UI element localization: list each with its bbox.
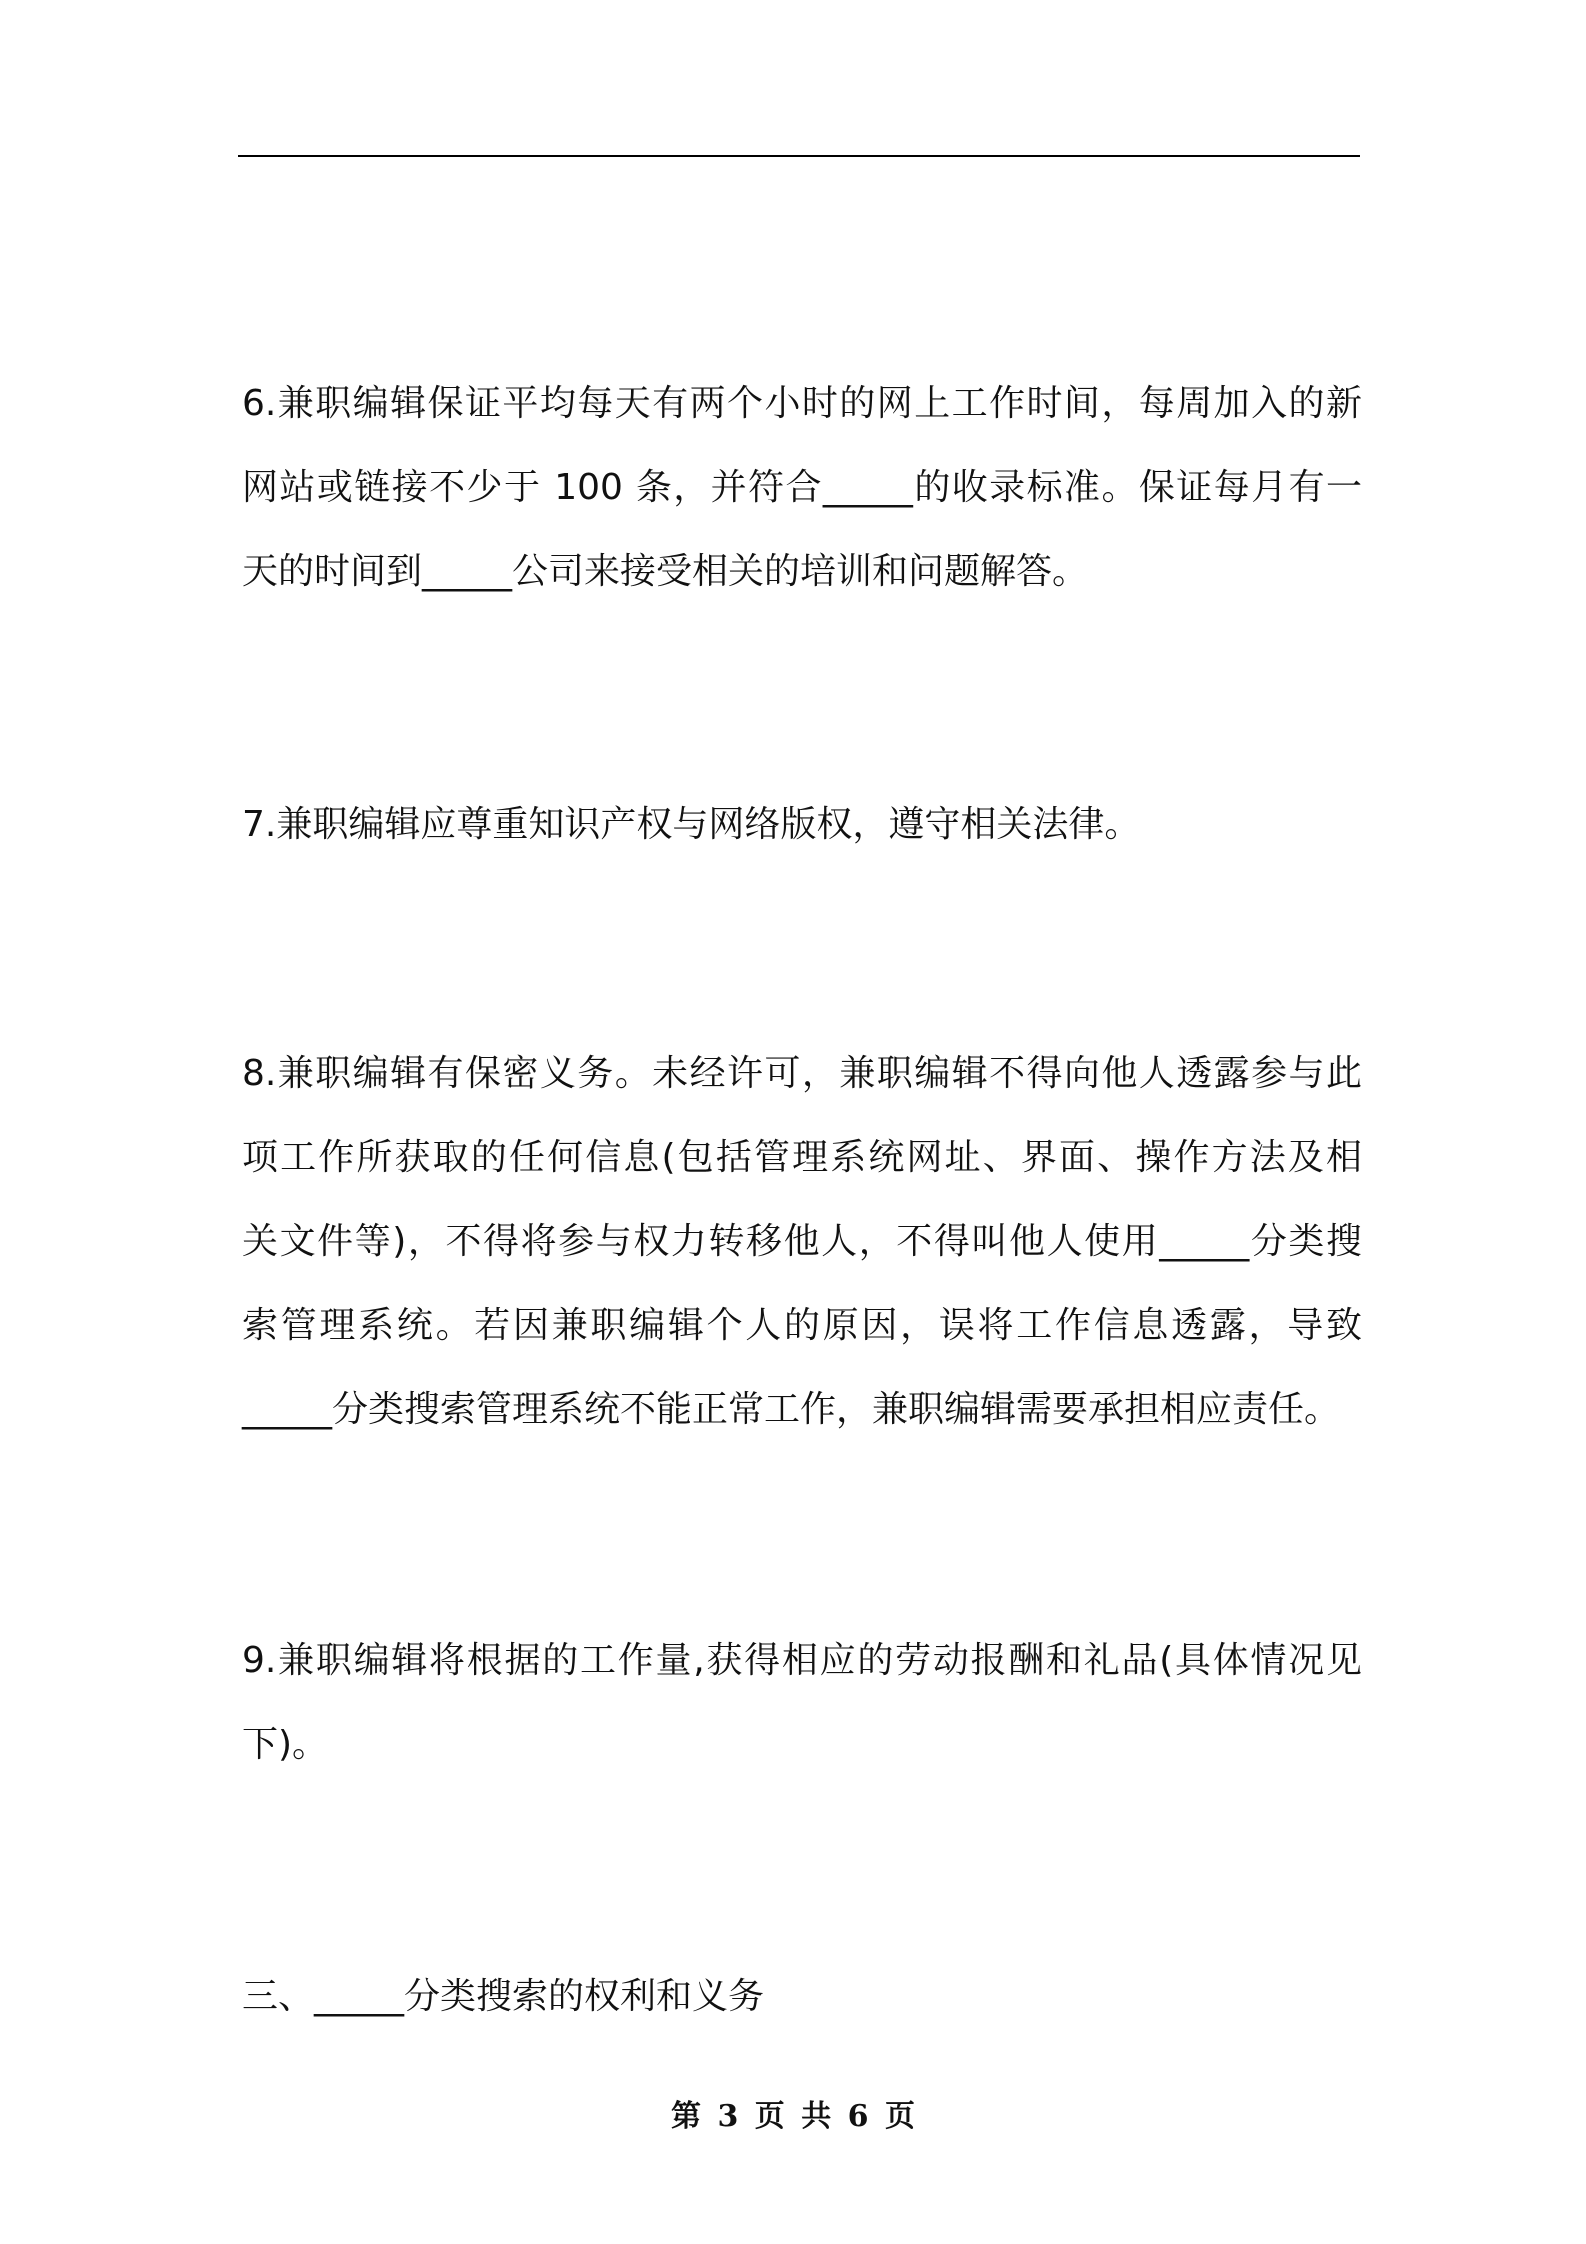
paragraph-line: 网站或链接不少于 100 条，并符合_____的收录标准。保证每月有一 bbox=[242, 467, 1362, 508]
paragraph-line: 索管理系统。若因兼职编辑个人的原因，误将工作信息透露，导致 bbox=[242, 1305, 1362, 1346]
section-heading bbox=[242, 1955, 1362, 2039]
section-heading-text: 三、_____分类搜索的权利和义务 bbox=[242, 1976, 765, 2017]
paragraph-line: 6.兼职编辑保证平均每天有两个小时的网上工作时间，每周加入的新 bbox=[242, 383, 1362, 424]
paragraph-line: 下)。 bbox=[242, 1724, 329, 1765]
paragraph-line: _____分类搜索管理系统不能正常工作，兼职编辑需要承担相应责任。 bbox=[242, 1389, 1341, 1430]
paragraph-line: 9.兼职编辑将根据的工作量,获得相应的劳动报酬和礼品(具体情况见 bbox=[242, 1640, 1362, 1681]
page-footer bbox=[0, 2097, 1586, 2137]
paragraph-8 bbox=[242, 1032, 1362, 1452]
paragraph-line: 关文件等)，不得将参与权力转移他人，不得叫他人使用_____分类搜 bbox=[242, 1221, 1362, 1262]
paragraph-line: 天的时间到_____公司来接受相关的培训和问题解答。 bbox=[242, 551, 1089, 592]
paragraph-line: 7.兼职编辑应尊重知识产权与网络版权，遵守相关法律。 bbox=[242, 804, 1141, 845]
paragraph-6 bbox=[242, 362, 1362, 614]
paragraph-line: 8.兼职编辑有保密义务。未经许可，兼职编辑不得向他人透露参与此 bbox=[242, 1053, 1362, 1094]
paragraph-9 bbox=[242, 1619, 1362, 1787]
page-number-label: 第 3 页 共 6 页 bbox=[671, 2099, 915, 2134]
paragraph-line: 项工作所获取的任何信息(包括管理系统网址、界面、操作方法及相 bbox=[242, 1137, 1362, 1178]
paragraph-7 bbox=[242, 783, 1362, 867]
header-rule bbox=[238, 155, 1360, 157]
